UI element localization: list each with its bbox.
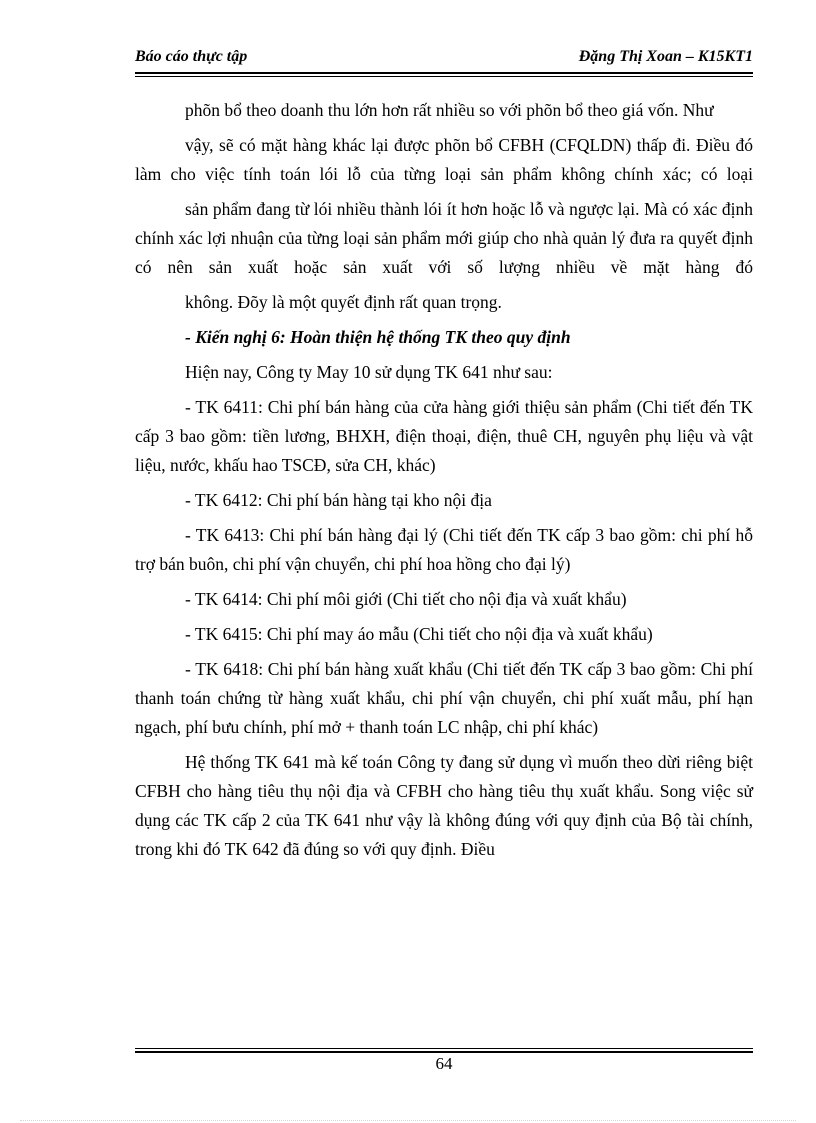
page-number: 64	[435, 1054, 453, 1073]
header-rule-thin	[135, 76, 753, 77]
footer-rule-thin	[135, 1048, 753, 1049]
paragraph: sản phẩm đang từ lói nhiều thành lói ít hơn hoặc lỗ và ngược lại. Mà có xác định chính xác lợi nhuận của từng loại sản phẩm mới giúp cho nhà quản lý đưa ra quyết định có nên sản xuất hoặc sản xuất với số lượng nhiều về mặt hàng đó	[135, 199, 753, 277]
list-item: - TK 6414: Chi phí môi giới (Chi tiết cho nội địa và xuất khẩu)	[185, 589, 627, 609]
paragraph: Hiện nay, Công ty May 10 sử dụng TK 641 như sau:	[185, 362, 553, 382]
paragraph: phõn bổ theo doanh thu lớn hơn rất nhiều so với phõn bổ theo giá vốn. Như	[185, 100, 714, 120]
header-rule-thick	[135, 72, 753, 74]
paragraph: vậy, sẽ có mặt hàng khác lại được phõn bổ CFBH (CFQLDN) thấp đi. Điều đó làm cho việc tính toán lói lỗ của từng loại sản phẩm không chính xác; có loại	[135, 135, 753, 184]
page-header	[135, 48, 753, 72]
list-item: - TK 6411: Chi phí bán hàng của cửa hàng giới thiệu sản phẩm (Chi tiết đến TK cấp 3 bao gồm: tiền lương, BHXH, điện thoại, điện, thuê CH, nguyên phụ liệu và vật liệu, nước, khấu hao TSCĐ, sửa CH, khác)	[135, 397, 753, 475]
list-item: - TK 6415: Chi phí may áo mẫu (Chi tiết cho nội địa và xuất khẩu)	[185, 624, 653, 644]
page-body	[135, 96, 753, 870]
footer-rule-thick	[135, 1051, 753, 1053]
page-edge-divider	[20, 1120, 796, 1121]
section-heading: - Kiến nghị 6: Hoàn thiện hệ thống TK theo quy định	[185, 327, 571, 347]
list-item: - TK 6413: Chi phí bán hàng đại lý (Chi tiết đến TK cấp 3 bao gồm: chi phí hỗ trợ bán buôn, chi phí vận chuyển, chi phí hoa hồng cho đại lý)	[135, 525, 753, 574]
list-item: - TK 6418: Chi phí bán hàng xuất khẩu (Chi tiết đến TK cấp 3 bao gồm: Chi phí thanh toán chứng từ hàng xuất khẩu, chi phí vận chuyển, chi phí xuất mẫu, phí hạn ngạch, phí bưu chính, phí mở + thanh toán LC nhập, chi phí khác)	[135, 659, 753, 737]
list-item: - TK 6412: Chi phí bán hàng tại kho nội địa	[185, 490, 492, 510]
paragraph: Hệ thống TK 641 mà kế toán Công ty đang sử dụng vì muốn theo dừi riêng biệt CFBH cho hàng tiêu thụ nội địa và CFBH cho hàng tiêu thụ xuất khẩu. Song việc sử dụng các TK cấp 2 của TK 641 như vậy là không đúng với quy định của Bộ tài chính, trong khi đó TK 642 đã đúng so với quy định. Điều	[135, 752, 753, 859]
header-author: Đặng Thị Xoan – K15KT1	[578, 48, 753, 65]
paragraph: không. Đõy là một quyết định rất quan trọng.	[185, 292, 502, 312]
header-report-title: Báo cáo thực tập	[135, 48, 248, 65]
